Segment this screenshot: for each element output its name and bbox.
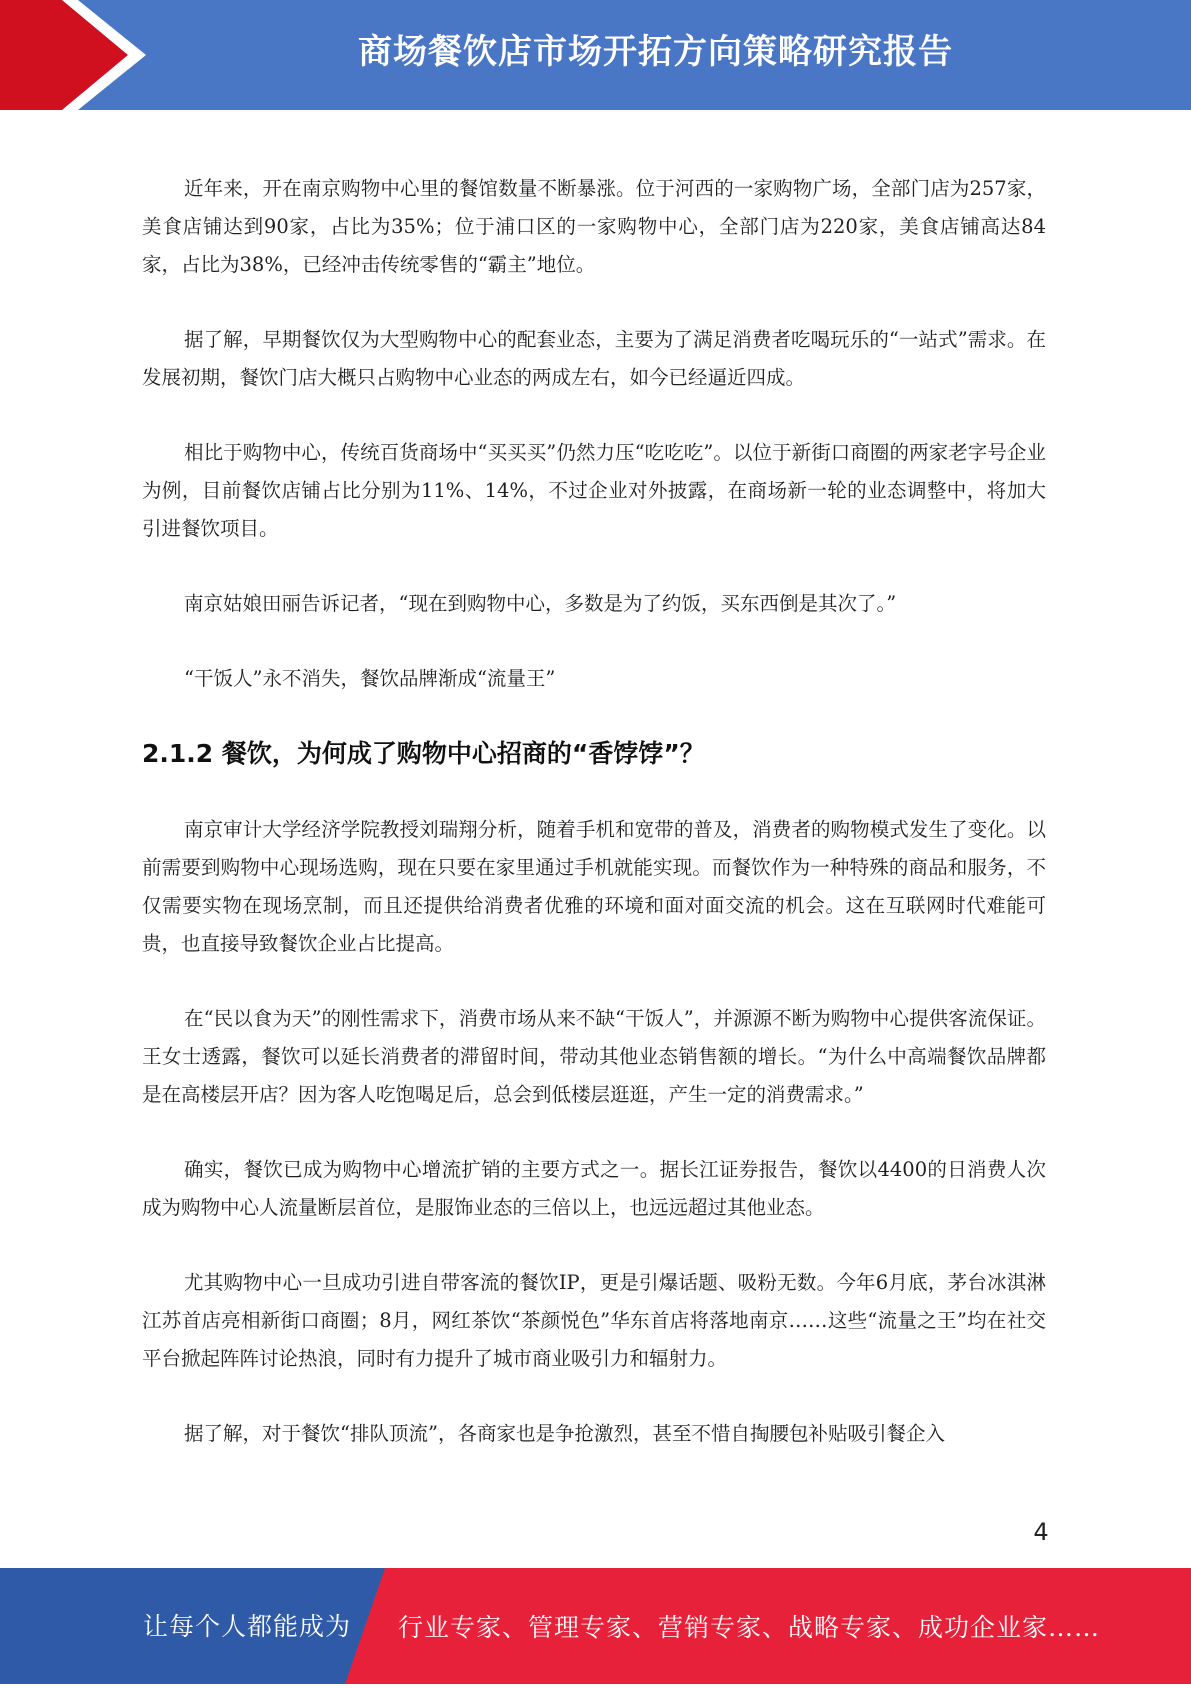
footer-slogan-right: 行业专家、管理专家、营销专家、战略专家、成功企业家…… [398, 1613, 1101, 1642]
paragraph-7: 在“民以食为天”的刚性需求下，消费市场从来不缺“干饭人”，并源源不断为购物中心提供客流保证。王女士透露，餐饮可以延长消费者的滞留时间，带动其他业态销售额的增长。“为什么中高端餐饮品牌都是在高楼层开店？因为客人吃饱喝足后，总会到低楼层逛逛，产生一定的消费需求。” [142, 1007, 1046, 1106]
header-bar [0, 0, 1191, 110]
paragraph-1: 近年来，开在南京购物中心里的餐馆数量不断暴涨。位于河西的一家购物广场，全部门店为257家，美食店铺达到90家，占比为35%；位于浦口区的一家购物中心，全部门店为220家，美食店铺高达84家，占比为38%，已经冲击传统零售的“霸主”地位。 [142, 177, 1046, 276]
paragraph-5: “干饭人”永不消失，餐饮品牌渐成“流量王” [184, 667, 556, 690]
paragraph-6: 南京审计大学经济学院教授刘瑞翔分析，随着手机和宽带的普及，消费者的购物模式发生了变化。以前需要到购物中心现场选购，现在只要在家里通过手机就能实现。而餐饮作为一种特殊的商品和服务，不仅需要实物在现场烹制，而且还提供给消费者优雅的环境和面对面交流的机会。这在互联网时代难能可贵，也直接导致餐饮企业占比提高。 [142, 818, 1046, 955]
footer-slogan-left: 让每个人都能成为 [143, 1612, 352, 1641]
section-heading: 2.1.2 餐饮，为何成了购物中心招商的“香饽饽”？ [142, 739, 705, 768]
main-content [142, 170, 1046, 1490]
document-title: 商场餐饮店市场开拓方向策略研究报告 [358, 32, 953, 72]
paragraph-4: 南京姑娘田丽告诉记者，“现在到购物中心，多数是为了约饭，买东西倒是其次了。” [184, 592, 897, 615]
footer-bar [0, 1568, 1191, 1684]
page-number: 4 [1033, 1518, 1049, 1546]
paragraph-8: 确实，餐饮已成为购物中心增流扩销的主要方式之一。据长江证券报告，餐饮以4400的日消费人次成为购物中心人流量断层首位，是服饰业态的三倍以上，也远远超过其他业态。 [142, 1158, 1046, 1219]
paragraph-3: 相比于购物中心，传统百货商场中“买买买”仍然力压“吃吃吃”。以位于新街口商圈的两家老字号企业为例，目前餐饮店铺占比分别为11%、14%，不过企业对外披露，在商场新一轮的业态调整中，将加大引进餐饮项目。 [142, 441, 1046, 540]
paragraph-9: 尤其购物中心一旦成功引进自带客流的餐饮IP，更是引爆话题、吸粉无数。今年6月底，茅台冰淇淋江苏首店亮相新街口商圈；8月，网红茶饮“茶颜悦色”华东首店将落地南京……这些“流量之王”均在社交平台掀起阵阵讨论热浪，同时有力提升了城市商业吸引力和辐射力。 [142, 1271, 1046, 1370]
paragraph-2: 据了解，早期餐饮仅为大型购物中心的配套业态，主要为了满足消费者吃喝玩乐的“一站式”需求。在发展初期，餐饮门店大概只占购物中心业态的两成左右，如今已经逼近四成。 [142, 328, 1046, 389]
paragraph-10: 据了解，对于餐饮“排队顶流”，各商家也是争抢激烈，甚至不惜自掏腰包补贴吸引餐企入 [184, 1422, 945, 1445]
